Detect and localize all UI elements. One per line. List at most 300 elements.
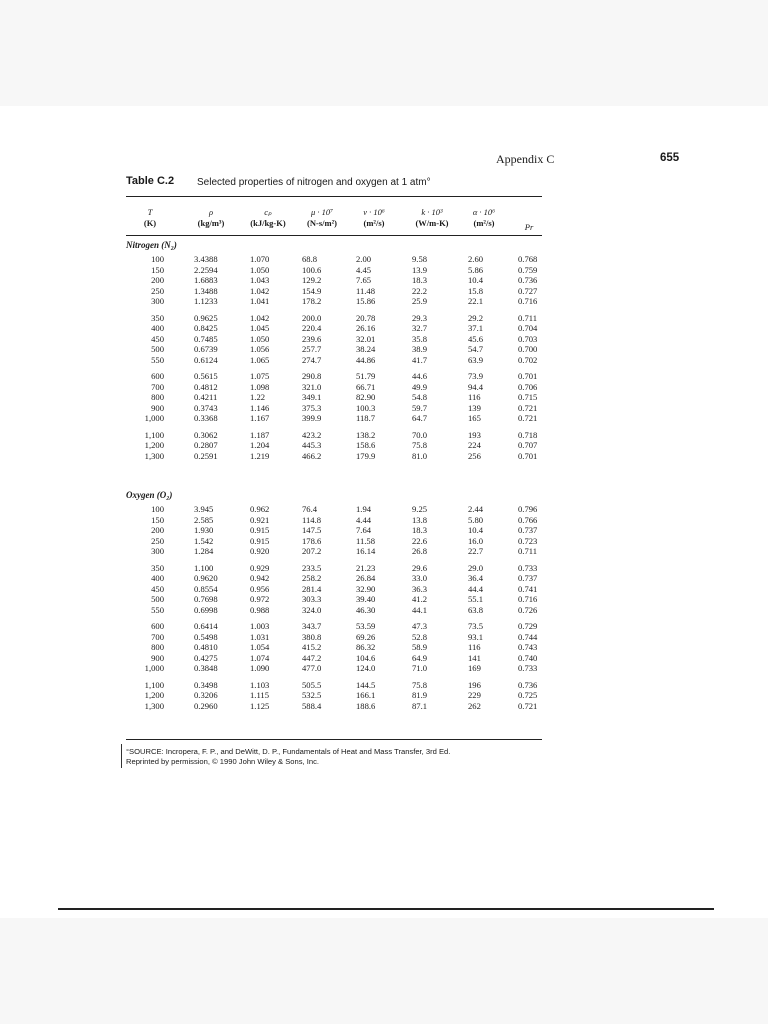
cell-prandtl-number: 0.716 [518, 296, 538, 306]
cell-thermal-conductivity: 18.3 [412, 275, 428, 285]
header-density [186, 207, 236, 229]
table-row [0, 525, 768, 535]
cell-temperature: 400 [151, 323, 164, 333]
cell-viscosity: 415.2 [302, 642, 322, 652]
cell-specific-heat: 1.031 [250, 631, 270, 642]
cell-density: 3.4388 [194, 254, 218, 264]
cell-prandtl-number: 0.737 [518, 573, 538, 583]
cell-temperature: 250 [151, 535, 164, 546]
cell-prandtl-number: 0.743 [518, 642, 538, 652]
cell-thermal-diffusivity: 224 [468, 440, 481, 450]
cell-thermal-diffusivity: 55.1 [468, 594, 484, 604]
cell-temperature: 250 [151, 285, 164, 296]
cell-prandtl-number: 0.715 [518, 392, 538, 402]
cell-specific-heat: 1.050 [250, 264, 270, 275]
cell-specific-heat: 1.204 [250, 440, 270, 450]
table-header-rule [126, 235, 542, 236]
cell-viscosity: 281.4 [302, 583, 322, 594]
cell-viscosity: 505.5 [302, 679, 322, 690]
cell-viscosity: 303.3 [302, 594, 322, 604]
table-row [0, 413, 768, 423]
cell-specific-heat: 1.167 [250, 413, 270, 423]
cell-viscosity: 114.8 [302, 514, 322, 525]
cell-specific-heat: 0.972 [250, 594, 270, 604]
header-unit: (kJ/kg-K) [250, 218, 286, 228]
cell-thermal-diffusivity: 5.86 [468, 264, 484, 275]
cell-thermal-conductivity: 52.8 [412, 631, 428, 642]
cell-thermal-conductivity: 47.3 [412, 621, 428, 631]
cell-viscosity: 258.2 [302, 573, 322, 583]
cell-thermal-diffusivity: 45.6 [468, 333, 484, 344]
cell-viscosity: 68.8 [302, 254, 318, 264]
table-row [0, 344, 768, 354]
cell-density: 0.7698 [194, 594, 218, 604]
cell-prandtl-number: 0.759 [518, 264, 538, 275]
cell-density: 0.3062 [194, 429, 218, 440]
cell-specific-heat: 1.103 [250, 679, 270, 690]
cell-viscosity: 233.5 [302, 562, 322, 573]
cell-temperature: 100 [151, 504, 164, 514]
cell-thermal-diffusivity: 169 [468, 663, 481, 673]
cell-kinematic-viscosity: 166.1 [356, 690, 376, 700]
cell-prandtl-number: 0.733 [518, 562, 538, 573]
header-unit: (K) [143, 218, 157, 228]
cell-kinematic-viscosity: 138.2 [356, 429, 376, 440]
cell-temperature: 1,100 [144, 429, 164, 440]
cell-viscosity: 129.2 [302, 275, 322, 285]
cell-prandtl-number: 0.703 [518, 333, 538, 344]
cell-thermal-diffusivity: 116 [468, 642, 481, 652]
cell-temperature: 1,100 [144, 679, 164, 690]
cell-specific-heat: 0.942 [250, 573, 270, 583]
cell-thermal-conductivity: 75.8 [412, 679, 428, 690]
table-row [0, 563, 768, 573]
cell-density: 0.2591 [194, 450, 218, 461]
cell-specific-heat: 1.075 [250, 371, 270, 381]
section-title: Nitrogen (N₂) [126, 240, 177, 250]
cell-viscosity: 257.7 [302, 344, 322, 354]
cell-viscosity: 477.0 [302, 663, 322, 673]
cell-temperature: 450 [151, 583, 164, 594]
cell-thermal-conductivity: 13.8 [412, 514, 428, 525]
cell-thermal-diffusivity: 2.60 [468, 254, 484, 264]
cell-density: 0.6414 [194, 621, 218, 631]
table-row [0, 254, 768, 264]
cell-prandtl-number: 0.741 [518, 583, 538, 594]
cell-density: 0.8425 [194, 323, 218, 333]
cell-temperature: 200 [151, 275, 164, 285]
cell-temperature: 900 [151, 402, 164, 413]
table-row [0, 653, 768, 663]
cell-thermal-diffusivity: 29.0 [468, 562, 484, 573]
cell-prandtl-number: 0.733 [518, 663, 538, 673]
header-unit: (N-s/m²) [307, 218, 337, 228]
table-row [0, 680, 768, 690]
cell-thermal-conductivity: 81.0 [412, 450, 428, 461]
cell-specific-heat: 0.915 [250, 525, 270, 535]
cell-density: 0.4812 [194, 381, 218, 392]
cell-density: 0.4275 [194, 652, 218, 663]
cell-kinematic-viscosity: 66.71 [356, 381, 376, 392]
cell-thermal-conductivity: 58.9 [412, 642, 428, 652]
cell-kinematic-viscosity: 82.90 [356, 392, 376, 402]
cell-specific-heat: 1.22 [250, 392, 266, 402]
cell-thermal-diffusivity: 2.44 [468, 504, 484, 514]
cell-density: 1.100 [194, 562, 214, 573]
cell-thermal-diffusivity: 73.9 [468, 371, 484, 381]
cell-density: 0.4810 [194, 642, 218, 652]
header-symbol: μ · 10⁷ [310, 207, 334, 217]
header-unit: (m²/s) [363, 218, 385, 228]
cell-prandtl-number: 0.716 [518, 594, 538, 604]
cell-kinematic-viscosity: 7.64 [356, 525, 372, 535]
cell-kinematic-viscosity: 51.79 [356, 371, 376, 381]
cell-viscosity: 343.7 [302, 621, 322, 631]
cell-thermal-diffusivity: 10.4 [468, 275, 484, 285]
cell-density: 0.3498 [194, 679, 218, 690]
cell-prandtl-number: 0.700 [518, 344, 538, 354]
cell-temperature: 1,200 [144, 440, 164, 450]
cell-viscosity: 447.2 [302, 652, 322, 663]
cell-specific-heat: 0.988 [250, 604, 270, 615]
cell-density: 0.6739 [194, 344, 218, 354]
cell-kinematic-viscosity: 124.0 [356, 663, 376, 673]
header-symbol: T [147, 207, 153, 217]
cell-temperature: 300 [151, 296, 164, 306]
cell-viscosity: 380.8 [302, 631, 322, 642]
cell-kinematic-viscosity: 7.65 [356, 275, 372, 285]
table-row [0, 632, 768, 642]
table-row [0, 515, 768, 525]
cell-prandtl-number: 0.711 [518, 312, 538, 323]
cell-specific-heat: 1.098 [250, 381, 270, 392]
table-row [0, 642, 768, 652]
cell-prandtl-number: 0.721 [518, 700, 538, 711]
cell-prandtl-number: 0.704 [518, 323, 538, 333]
cell-prandtl-number: 0.723 [518, 535, 538, 546]
table-row [0, 334, 768, 344]
table-row [0, 313, 768, 323]
cell-specific-heat: 1.050 [250, 333, 270, 344]
cell-kinematic-viscosity: 158.6 [356, 440, 376, 450]
cell-specific-heat: 1.065 [250, 354, 270, 365]
cell-viscosity: 178.2 [302, 296, 322, 306]
cell-temperature: 200 [151, 525, 164, 535]
header-thermal-conductivity [404, 207, 460, 229]
cell-kinematic-viscosity: 46.30 [356, 604, 376, 615]
table-bottom-rule [126, 739, 542, 740]
cell-density: 1.930 [194, 525, 214, 535]
cell-thermal-diffusivity: 29.2 [468, 312, 484, 323]
cell-density: 0.9620 [194, 573, 218, 583]
cell-thermal-diffusivity: 229 [468, 690, 481, 700]
cell-viscosity: 290.8 [302, 371, 322, 381]
cell-kinematic-viscosity: 16.14 [356, 546, 376, 556]
cell-kinematic-viscosity: 11.58 [356, 535, 376, 546]
cell-thermal-conductivity: 32.7 [412, 323, 428, 333]
header-thermal-diffusivity [460, 207, 508, 229]
cell-specific-heat: 0.929 [250, 562, 270, 573]
cell-density: 0.2960 [194, 700, 218, 711]
cell-thermal-conductivity: 70.0 [412, 429, 428, 440]
cell-specific-heat: 1.041 [250, 296, 270, 306]
cell-viscosity: 239.6 [302, 333, 322, 344]
cell-prandtl-number: 0.729 [518, 621, 538, 631]
cell-thermal-conductivity: 25.9 [412, 296, 428, 306]
cell-kinematic-viscosity: 38.24 [356, 344, 376, 354]
cell-prandtl-number: 0.744 [518, 631, 538, 642]
cell-kinematic-viscosity: 86.32 [356, 642, 376, 652]
cell-temperature: 150 [151, 264, 164, 275]
cell-thermal-diffusivity: 73.5 [468, 621, 484, 631]
cell-density: 0.4211 [194, 392, 218, 402]
cell-temperature: 150 [151, 514, 164, 525]
cell-prandtl-number: 0.740 [518, 652, 538, 663]
cell-viscosity: 100.6 [302, 264, 322, 275]
cell-specific-heat: 1.219 [250, 450, 270, 461]
cell-thermal-diffusivity: 15.8 [468, 285, 484, 296]
cell-prandtl-number: 0.701 [518, 450, 538, 461]
cell-viscosity: 375.3 [302, 402, 322, 413]
cell-density: 0.7485 [194, 333, 218, 344]
cell-specific-heat: 0.956 [250, 583, 270, 594]
cell-thermal-conductivity: 18.3 [412, 525, 428, 535]
cell-density: 1.3488 [194, 285, 218, 296]
table-row [0, 323, 768, 333]
cell-thermal-conductivity: 44.1 [412, 604, 428, 615]
cell-thermal-conductivity: 49.9 [412, 381, 428, 392]
cell-viscosity: 588.4 [302, 700, 322, 711]
cell-prandtl-number: 0.736 [518, 679, 538, 690]
cell-kinematic-viscosity: 100.3 [356, 402, 376, 413]
table-row [0, 663, 768, 673]
cell-thermal-conductivity: 44.6 [412, 371, 428, 381]
scan-edge-line [58, 908, 714, 910]
table-row [0, 440, 768, 450]
table-row [0, 605, 768, 615]
cell-density: 0.3743 [194, 402, 218, 413]
cell-temperature: 550 [151, 354, 164, 365]
scan-margin-top [0, 0, 768, 106]
cell-specific-heat: 1.070 [250, 254, 270, 264]
header-symbol: Pr [524, 222, 534, 232]
table-caption: Selected properties of nitrogen and oxygen at 1 atm° [197, 177, 431, 188]
cell-kinematic-viscosity: 4.45 [356, 264, 372, 275]
cell-viscosity: 321.0 [302, 381, 322, 392]
cell-thermal-conductivity: 64.7 [412, 413, 428, 423]
header-prandtl-number [514, 222, 544, 233]
cell-density: 0.9625 [194, 312, 218, 323]
cell-specific-heat: 1.042 [250, 285, 270, 296]
cell-thermal-diffusivity: 16.0 [468, 535, 484, 546]
cell-density: 0.3206 [194, 690, 218, 700]
cell-prandtl-number: 0.726 [518, 604, 538, 615]
cell-temperature: 500 [151, 344, 164, 354]
cell-density: 2.585 [194, 514, 214, 525]
cell-kinematic-viscosity: 2.00 [356, 254, 372, 264]
cell-specific-heat: 1.115 [250, 690, 270, 700]
header-kinematic-viscosity [350, 207, 398, 229]
cell-density: 1.542 [194, 535, 214, 546]
cell-thermal-conductivity: 41.7 [412, 354, 428, 365]
cell-kinematic-viscosity: 15.86 [356, 296, 376, 306]
cell-thermal-conductivity: 26.8 [412, 546, 428, 556]
table-top-rule [126, 196, 542, 197]
cell-viscosity: 76.4 [302, 504, 318, 514]
cell-density: 0.3368 [194, 413, 218, 423]
cell-prandtl-number: 0.707 [518, 440, 538, 450]
footnote-line-permission: Reprinted by permission, © 1990 John Wiley & Sons, Inc. [126, 757, 319, 766]
cell-temperature: 1,000 [144, 413, 164, 423]
cell-viscosity: 423.2 [302, 429, 322, 440]
cell-specific-heat: 1.043 [250, 275, 270, 285]
table-row [0, 621, 768, 631]
header-symbol: ν · 10⁶ [363, 207, 385, 217]
cell-prandtl-number: 0.725 [518, 690, 538, 700]
table-row [0, 701, 768, 711]
cell-kinematic-viscosity: 32.90 [356, 583, 376, 594]
cell-specific-heat: 1.187 [250, 429, 270, 440]
table-row [0, 403, 768, 413]
cell-temperature: 1,200 [144, 690, 164, 700]
cell-prandtl-number: 0.766 [518, 514, 538, 525]
cell-thermal-conductivity: 22.2 [412, 285, 428, 296]
table-row [0, 504, 768, 514]
cell-prandtl-number: 0.736 [518, 275, 538, 285]
cell-specific-heat: 1.003 [250, 621, 270, 631]
page-number: 655 [660, 152, 680, 164]
cell-viscosity: 147.5 [302, 525, 322, 535]
cell-temperature: 550 [151, 604, 164, 615]
cell-thermal-diffusivity: 63.9 [468, 354, 484, 365]
cell-density: 0.6124 [194, 354, 218, 365]
cell-thermal-diffusivity: 262 [468, 700, 481, 711]
cell-thermal-diffusivity: 141 [468, 652, 481, 663]
table-row [0, 451, 768, 461]
cell-kinematic-viscosity: 104.6 [356, 652, 376, 663]
cell-specific-heat: 1.056 [250, 344, 270, 354]
cell-thermal-conductivity: 13.9 [412, 264, 428, 275]
table-row [0, 430, 768, 440]
cell-viscosity: 178.6 [302, 535, 322, 546]
cell-temperature: 800 [151, 392, 164, 402]
cell-viscosity: 324.0 [302, 604, 322, 615]
table-row [0, 594, 768, 604]
cell-thermal-diffusivity: 22.7 [468, 546, 484, 556]
cell-prandtl-number: 0.701 [518, 371, 538, 381]
cell-temperature: 1,300 [144, 450, 164, 461]
cell-temperature: 800 [151, 642, 164, 652]
cell-thermal-conductivity: 29.6 [412, 562, 428, 573]
cell-kinematic-viscosity: 21.23 [356, 562, 376, 573]
cell-thermal-diffusivity: 139 [468, 402, 481, 413]
header-unit: (m²/s) [473, 218, 495, 228]
cell-specific-heat: 1.125 [250, 700, 270, 711]
cell-thermal-conductivity: 38.9 [412, 344, 428, 354]
cell-prandtl-number: 0.721 [518, 402, 538, 413]
cell-prandtl-number: 0.718 [518, 429, 538, 440]
cell-temperature: 300 [151, 546, 164, 556]
cell-density: 0.3848 [194, 663, 218, 673]
cell-kinematic-viscosity: 20.78 [356, 312, 376, 323]
header-unit: (W/m-K) [415, 218, 449, 228]
cell-density: 0.5498 [194, 631, 218, 642]
cell-density: 2.2594 [194, 264, 218, 275]
cell-kinematic-viscosity: 179.9 [356, 450, 376, 461]
cell-prandtl-number: 0.768 [518, 254, 538, 264]
footnote-bar [121, 744, 122, 768]
cell-viscosity: 207.2 [302, 546, 322, 556]
cell-temperature: 350 [151, 312, 164, 323]
cell-thermal-diffusivity: 54.7 [468, 344, 484, 354]
cell-viscosity: 200.0 [302, 312, 322, 323]
cell-thermal-diffusivity: 196 [468, 679, 481, 690]
cell-viscosity: 445.3 [302, 440, 322, 450]
cell-kinematic-viscosity: 26.16 [356, 323, 376, 333]
cell-thermal-conductivity: 22.6 [412, 535, 428, 546]
cell-thermal-diffusivity: 36.4 [468, 573, 484, 583]
footnote-line-source: °SOURCE: Incropera, F. P., and DeWitt, D. P., Fundamentals of Heat and Mass Transfer, 3rd Ed. [126, 747, 451, 756]
cell-density: 0.2807 [194, 440, 218, 450]
cell-temperature: 700 [151, 631, 164, 642]
cell-viscosity: 349.1 [302, 392, 322, 402]
cell-viscosity: 532.5 [302, 690, 322, 700]
cell-viscosity: 220.4 [302, 323, 322, 333]
cell-specific-heat: 0.915 [250, 535, 270, 546]
cell-temperature: 350 [151, 562, 164, 573]
cell-thermal-diffusivity: 5.80 [468, 514, 484, 525]
cell-prandtl-number: 0.737 [518, 525, 538, 535]
running-head: Appendix C [496, 152, 555, 166]
header-symbol: cₚ [264, 207, 272, 217]
cell-thermal-conductivity: 87.1 [412, 700, 428, 711]
cell-kinematic-viscosity: 53.59 [356, 621, 376, 631]
cell-thermal-diffusivity: 63.8 [468, 604, 484, 615]
cell-density: 0.5615 [194, 371, 218, 381]
table-row [0, 536, 768, 546]
table-row [0, 573, 768, 583]
cell-specific-heat: 1.146 [250, 402, 270, 413]
cell-prandtl-number: 0.727 [518, 285, 538, 296]
cell-thermal-diffusivity: 93.1 [468, 631, 484, 642]
cell-thermal-diffusivity: 193 [468, 429, 481, 440]
cell-thermal-conductivity: 64.9 [412, 652, 428, 663]
cell-density: 1.284 [194, 546, 214, 556]
table-row [0, 546, 768, 556]
cell-prandtl-number: 0.796 [518, 504, 538, 514]
cell-thermal-diffusivity: 116 [468, 392, 481, 402]
table-row [0, 584, 768, 594]
cell-thermal-conductivity: 36.3 [412, 583, 428, 594]
table-footnote [126, 747, 450, 767]
cell-prandtl-number: 0.702 [518, 354, 538, 365]
cell-viscosity: 154.9 [302, 285, 322, 296]
cell-specific-heat: 1.074 [250, 652, 270, 663]
cell-kinematic-viscosity: 118.7 [356, 413, 376, 423]
header-symbol: k · 10³ [421, 207, 443, 217]
cell-kinematic-viscosity: 4.44 [356, 514, 372, 525]
cell-thermal-conductivity: 33.0 [412, 573, 428, 583]
cell-kinematic-viscosity: 188.6 [356, 700, 376, 711]
cell-viscosity: 466.2 [302, 450, 322, 461]
cell-temperature: 500 [151, 594, 164, 604]
table-row [0, 371, 768, 381]
cell-specific-heat: 1.045 [250, 323, 270, 333]
cell-thermal-conductivity: 35.8 [412, 333, 428, 344]
cell-prandtl-number: 0.711 [518, 546, 538, 556]
header-specific-heat [240, 207, 296, 229]
cell-temperature: 1,000 [144, 663, 164, 673]
